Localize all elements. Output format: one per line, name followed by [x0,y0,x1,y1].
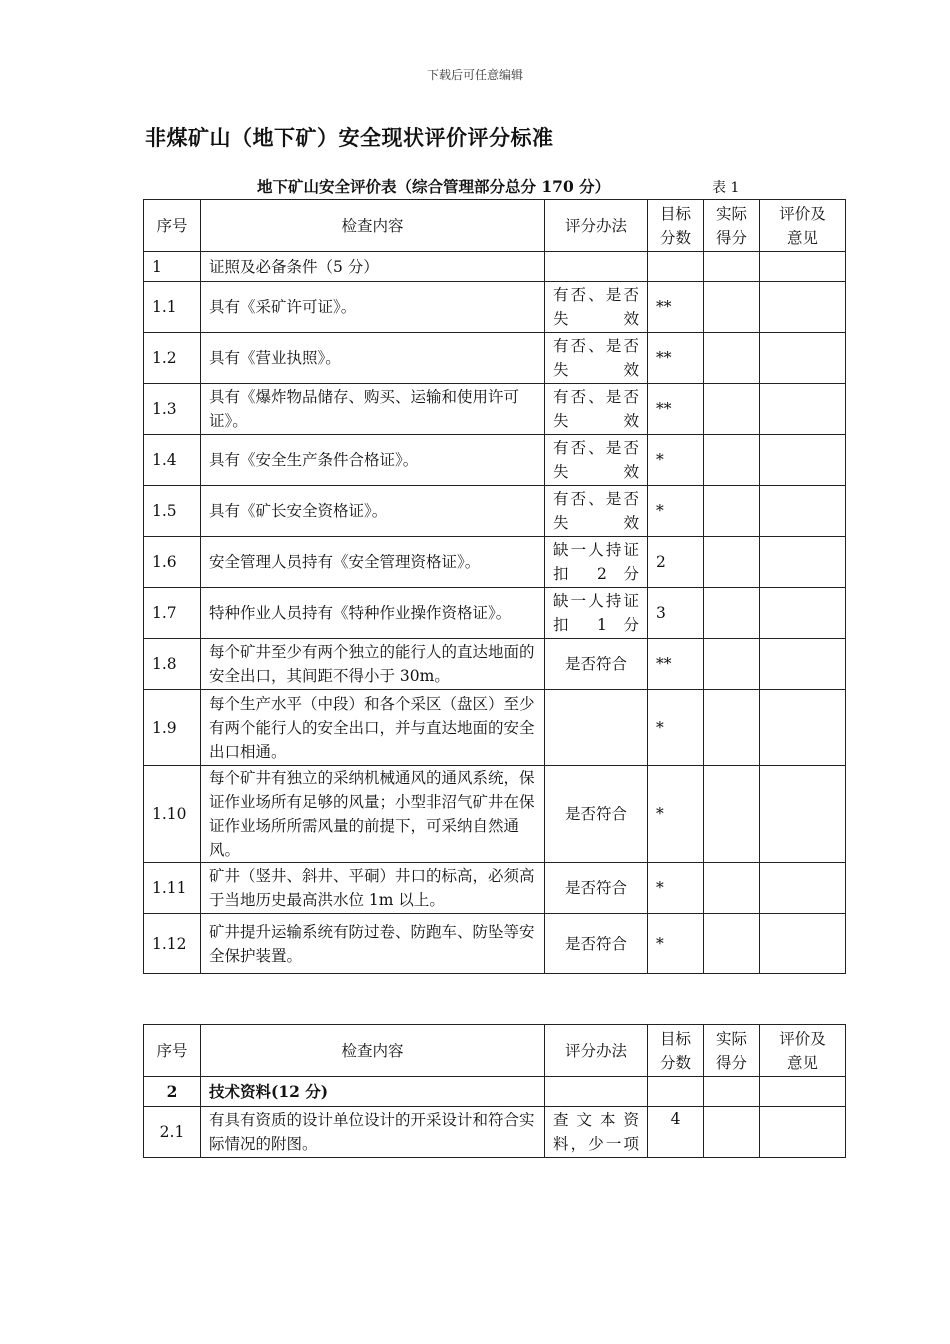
row-method [545,1077,648,1107]
header-target [648,200,704,252]
row-content: 矿井（竖井、斜井、平硐）井口的标高，必须高于当地历史最高洪水位 1m 以上。 [201,863,545,914]
table-row [144,639,846,690]
row-actual-score[interactable] [704,537,760,588]
row-target-score: * [648,486,704,537]
row-no: 1.11 [144,863,201,914]
row-target-score: 4 [648,1107,704,1158]
row-method: 缺一人持证扣 2 分 [545,537,648,588]
row-method: 缺一人持证扣 1 分 [545,588,648,639]
row-target-score: ** [648,282,704,333]
header-target-line2: 分数 [659,228,691,247]
row-no: 2 [144,1077,201,1107]
row-actual-score[interactable] [704,252,760,282]
row-evaluation[interactable] [760,766,846,863]
table-row [144,863,846,914]
row-content: 矿井提升运输系统有防过卷、防跑车、防坠等安全保护装置。 [201,914,545,974]
header-target [648,1025,704,1077]
row-evaluation[interactable] [760,486,846,537]
row-evaluation[interactable] [760,863,846,914]
header-note: 下载后可任意编辑 [426,68,523,82]
header-actual [704,200,760,252]
row-actual-score[interactable] [704,588,760,639]
row-evaluation[interactable] [760,1077,846,1107]
table-row [144,766,846,863]
row-actual-score[interactable] [704,914,760,974]
row-no: 1.12 [144,914,201,974]
header-eval [760,1025,846,1077]
row-method [545,252,648,282]
row-actual-score[interactable] [704,1077,760,1107]
row-actual-score[interactable] [704,333,760,384]
row-target-score [648,252,704,282]
row-no: 1.9 [144,690,201,766]
row-content: 每个矿井有独立的采纳机械通风的通风系统，保证作业场所有足够的风量；小型非沼气矿井在保证作业场所所需风量的前提下，可采纳自然通风。 [201,766,545,863]
row-no: 1.2 [144,333,201,384]
row-content: 每个生产水平（中段）和各个采区（盘区）至少有两个能行人的安全出口，并与直达地面的安全出口相通。 [201,690,545,766]
row-target-score: * [648,914,704,974]
row-method: 查文本资料，少一项 [545,1107,648,1158]
row-evaluation[interactable] [760,282,846,333]
row-content: 特种作业人员持有《特种作业操作资格证》。 [201,588,545,639]
table-number: 表 1 [712,180,740,196]
row-no: 1.10 [144,766,201,863]
row-actual-score[interactable] [704,766,760,863]
table-header-row [144,200,846,252]
table-row [144,282,846,333]
table-row [144,914,846,974]
row-evaluation[interactable] [760,690,846,766]
header-eval [760,200,846,252]
row-no: 1.3 [144,384,201,435]
row-actual-score[interactable] [704,486,760,537]
header-actual [704,1025,760,1077]
row-actual-score[interactable] [704,863,760,914]
row-content: 安全管理人员持有《安全管理资格证》。 [201,537,545,588]
document-title: 非煤矿山（地下矿）安全现状评价评分标准 [145,126,554,150]
row-evaluation[interactable] [760,435,846,486]
table-row [144,486,846,537]
header-actual-line2: 得分 [715,1053,747,1072]
row-method: 是否符合 [545,639,648,690]
table-row [144,252,846,282]
row-target-score: * [648,435,704,486]
table-row [144,1077,846,1107]
row-content: 技术资料(12 分) [201,1077,545,1107]
row-actual-score[interactable] [704,1107,760,1158]
table-row [144,588,846,639]
row-content: 具有《安全生产条件合格证》。 [201,435,545,486]
row-evaluation[interactable] [760,1107,846,1158]
row-target-score: ** [648,333,704,384]
row-no: 1.1 [144,282,201,333]
header-content: 检查内容 [201,1025,545,1077]
row-evaluation[interactable] [760,914,846,974]
header-actual-line2: 得分 [715,228,747,247]
row-no: 1.6 [144,537,201,588]
evaluation-table-2 [143,1024,846,1158]
row-method: 有否、是否失效 [545,486,648,537]
row-no: 1.8 [144,639,201,690]
row-target-score: ** [648,639,704,690]
row-method: 是否符合 [545,863,648,914]
row-target-score: * [648,690,704,766]
row-actual-score[interactable] [704,282,760,333]
header-eval-line1: 评价及 [779,204,826,223]
header-actual-line1: 实际 [715,204,747,223]
row-method: 是否符合 [545,766,648,863]
row-content: 有具有资质的设计单位设计的开采设计和符合实际情况的附图。 [201,1107,545,1158]
row-actual-score[interactable] [704,690,760,766]
row-method [545,690,648,766]
row-target-score: 2 [648,537,704,588]
header-no: 序号 [144,1025,201,1077]
table-caption: 地下矿山安全评价表（综合管理部分总分 170 分） [257,177,611,196]
row-method: 有否、是否失效 [545,282,648,333]
row-no: 2.1 [144,1107,201,1158]
table-row [144,537,846,588]
header-actual-line1: 实际 [715,1029,747,1048]
row-target-score: 3 [648,588,704,639]
row-no: 1.7 [144,588,201,639]
table-row [144,1107,846,1158]
row-no: 1.4 [144,435,201,486]
header-method: 评分办法 [545,1025,648,1077]
row-actual-score[interactable] [704,639,760,690]
row-target-score: * [648,863,704,914]
row-target-score [648,1077,704,1107]
row-evaluation[interactable] [760,588,846,639]
header-eval-line2: 意见 [786,1053,818,1072]
evaluation-table-1 [143,199,846,974]
row-actual-score[interactable] [704,435,760,486]
row-evaluation[interactable] [760,252,846,282]
row-content: 证照及必备条件（5 分） [201,252,545,282]
header-eval-line2: 意见 [786,228,818,247]
row-method: 有否、是否失效 [545,333,648,384]
row-target-score: ** [648,384,704,435]
header-target-line2: 分数 [659,1053,691,1072]
table-row [144,333,846,384]
row-content: 具有《矿长安全资格证》。 [201,486,545,537]
row-content: 具有《营业执照》。 [201,333,545,384]
row-evaluation[interactable] [760,384,846,435]
row-evaluation[interactable] [760,639,846,690]
row-content: 每个矿井至少有两个独立的能行人的直达地面的安全出口，其间距不得小于 30m。 [201,639,545,690]
header-target-line1: 目标 [659,204,691,223]
header-eval-line1: 评价及 [779,1029,826,1048]
table-header-row [144,1025,846,1077]
header-no: 序号 [144,200,201,252]
table-row [144,384,846,435]
header-target-line1: 目标 [659,1029,691,1048]
header-content: 检查内容 [201,200,545,252]
row-method: 有否、是否失效 [545,384,648,435]
row-method: 是否符合 [545,914,648,974]
row-evaluation[interactable] [760,537,846,588]
row-no: 1 [144,252,201,282]
table-row [144,690,846,766]
table-row [144,435,846,486]
row-evaluation[interactable] [760,333,846,384]
row-no: 1.5 [144,486,201,537]
row-target-score: * [648,766,704,863]
header-method: 评分办法 [545,200,648,252]
row-content: 具有《采矿许可证》。 [201,282,545,333]
row-actual-score[interactable] [704,384,760,435]
row-content: 具有《爆炸物品储存、购买、运输和使用许可证》。 [201,384,545,435]
row-method: 有否、是否失效 [545,435,648,486]
